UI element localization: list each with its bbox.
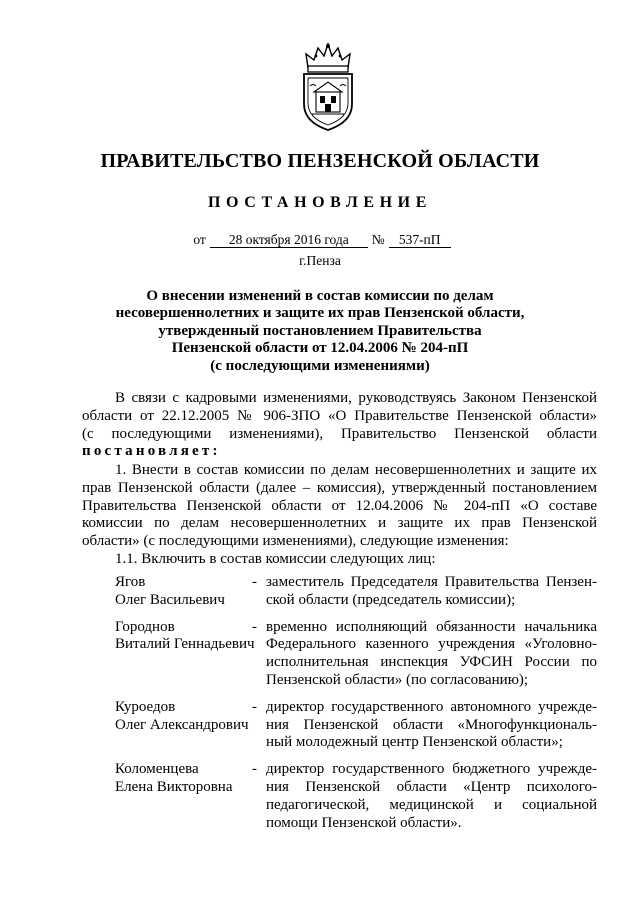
role-line: директор государственного бюджетного учрежде- — [266, 761, 597, 778]
person-entry — [82, 699, 597, 752]
role-line: ния Пензенской области «Многофункциональ- — [266, 716, 597, 733]
role-line: ской области (председатель комиссии); — [266, 591, 516, 608]
date-prefix: от — [193, 232, 206, 247]
paragraph-line: (с последующими изменениями), Правительство Пензенской области — [82, 425, 597, 442]
role-line: исполнительная инспекция УФСИН России по — [266, 654, 597, 671]
person-role — [266, 699, 597, 752]
person-name — [82, 761, 252, 832]
paragraph-line: области» (с последующими изменениями), следующие изменения: — [82, 533, 509, 550]
paragraph-line: прав Пензенской области (далее – комиссия), утвержденный постановлением — [82, 479, 597, 496]
person-name — [82, 618, 255, 690]
date-number-line — [0, 232, 640, 248]
subject-line: (с последующими изменениями) — [210, 357, 430, 374]
role-line: педагогической, медицинской и социальной — [266, 796, 597, 813]
person-name — [82, 699, 252, 752]
subject-line: несовершеннолетних и защите их прав Пензенской области, — [115, 305, 525, 322]
person-entry — [82, 761, 597, 832]
person-entry — [82, 619, 597, 690]
paragraph-preamble — [82, 390, 597, 461]
subject-line: утвержденный постановлением Правительства — [158, 322, 482, 339]
coat-of-arms-emblem — [294, 42, 362, 134]
person-name — [82, 574, 252, 610]
government-title: ПРАВИТЕЛЬСТВО ПЕНЗЕНСКОЙ ОБЛАСТИ — [100, 150, 540, 172]
number-label: № — [371, 232, 385, 247]
person-surname: Ягов — [115, 574, 146, 590]
role-line: Пензенской области» (по согласованию); — [266, 671, 529, 688]
person-role — [266, 574, 597, 610]
persons-list — [82, 574, 597, 841]
dash: - — [252, 574, 257, 590]
role-line: Федерального казенного учреждения «Уголовно- — [266, 636, 597, 653]
person-role — [266, 619, 597, 690]
decree-word: постановляет: — [82, 443, 221, 460]
role-line: временно исполняющий обязанности начальника — [266, 618, 597, 635]
person-entry — [82, 574, 597, 610]
dash: - — [252, 761, 257, 778]
document-date: 28 октября 2016 года — [210, 232, 368, 248]
subject-line: Пензенской области от 12.04.2006 № 204-пП — [171, 340, 469, 357]
paragraph-line: В связи с кадровыми изменениями, руководствуясь Законом Пензенской — [115, 390, 597, 406]
person-role — [266, 761, 597, 832]
dash: - — [252, 618, 257, 635]
paragraph-line: области от 22.12.2005 № 906-ЗПО «О Правительстве Пензенской области» — [82, 407, 597, 424]
person-surname: Куроедов — [115, 698, 176, 715]
subject-line: О внесении изменений в состав комиссии по делам — [146, 288, 494, 304]
document-type: ПОСТАНОВЛЕНИЕ — [208, 194, 432, 211]
role-line: директор государственного автономного учрежде- — [266, 698, 597, 715]
person-surname: Городнов — [115, 618, 175, 635]
paragraph-line: комиссии по делам несовершеннолетних и защите их прав Пензенской — [82, 515, 597, 532]
paragraph-line: 1. Внести в состав комиссии по делам несовершеннолетних и защите их — [115, 462, 597, 478]
dash: - — [252, 698, 257, 715]
paragraph-item-1 — [82, 462, 597, 551]
paragraph-line: 1.1. Включить в состав комиссии следующих лиц: — [115, 551, 436, 567]
person-surname: Коломенцева — [115, 761, 199, 778]
city: г.Пенза — [299, 253, 341, 268]
person-given-names: Елена Викторовна — [115, 778, 233, 795]
person-given-names: Олег Александрович — [115, 716, 249, 733]
role-line: ния Пензенской области «Центр психолого- — [266, 778, 597, 795]
person-given-names: Олег Васильевич — [115, 591, 225, 608]
document-subject — [0, 288, 640, 375]
role-line: заместитель Председателя Правительства Пензен- — [266, 574, 597, 590]
role-line: помощи Пензенской области». — [266, 814, 462, 831]
paragraph-line: Правительства Пензенской области от 12.04.2006 № 204-пП «О составе — [82, 497, 597, 514]
paragraph-item-1-1 — [82, 551, 597, 569]
document-number: 537-пП — [389, 232, 451, 248]
person-given-names: Виталий Геннадьевич — [115, 636, 255, 653]
role-line: ный молодежный центр Пензенской области»; — [266, 734, 563, 751]
